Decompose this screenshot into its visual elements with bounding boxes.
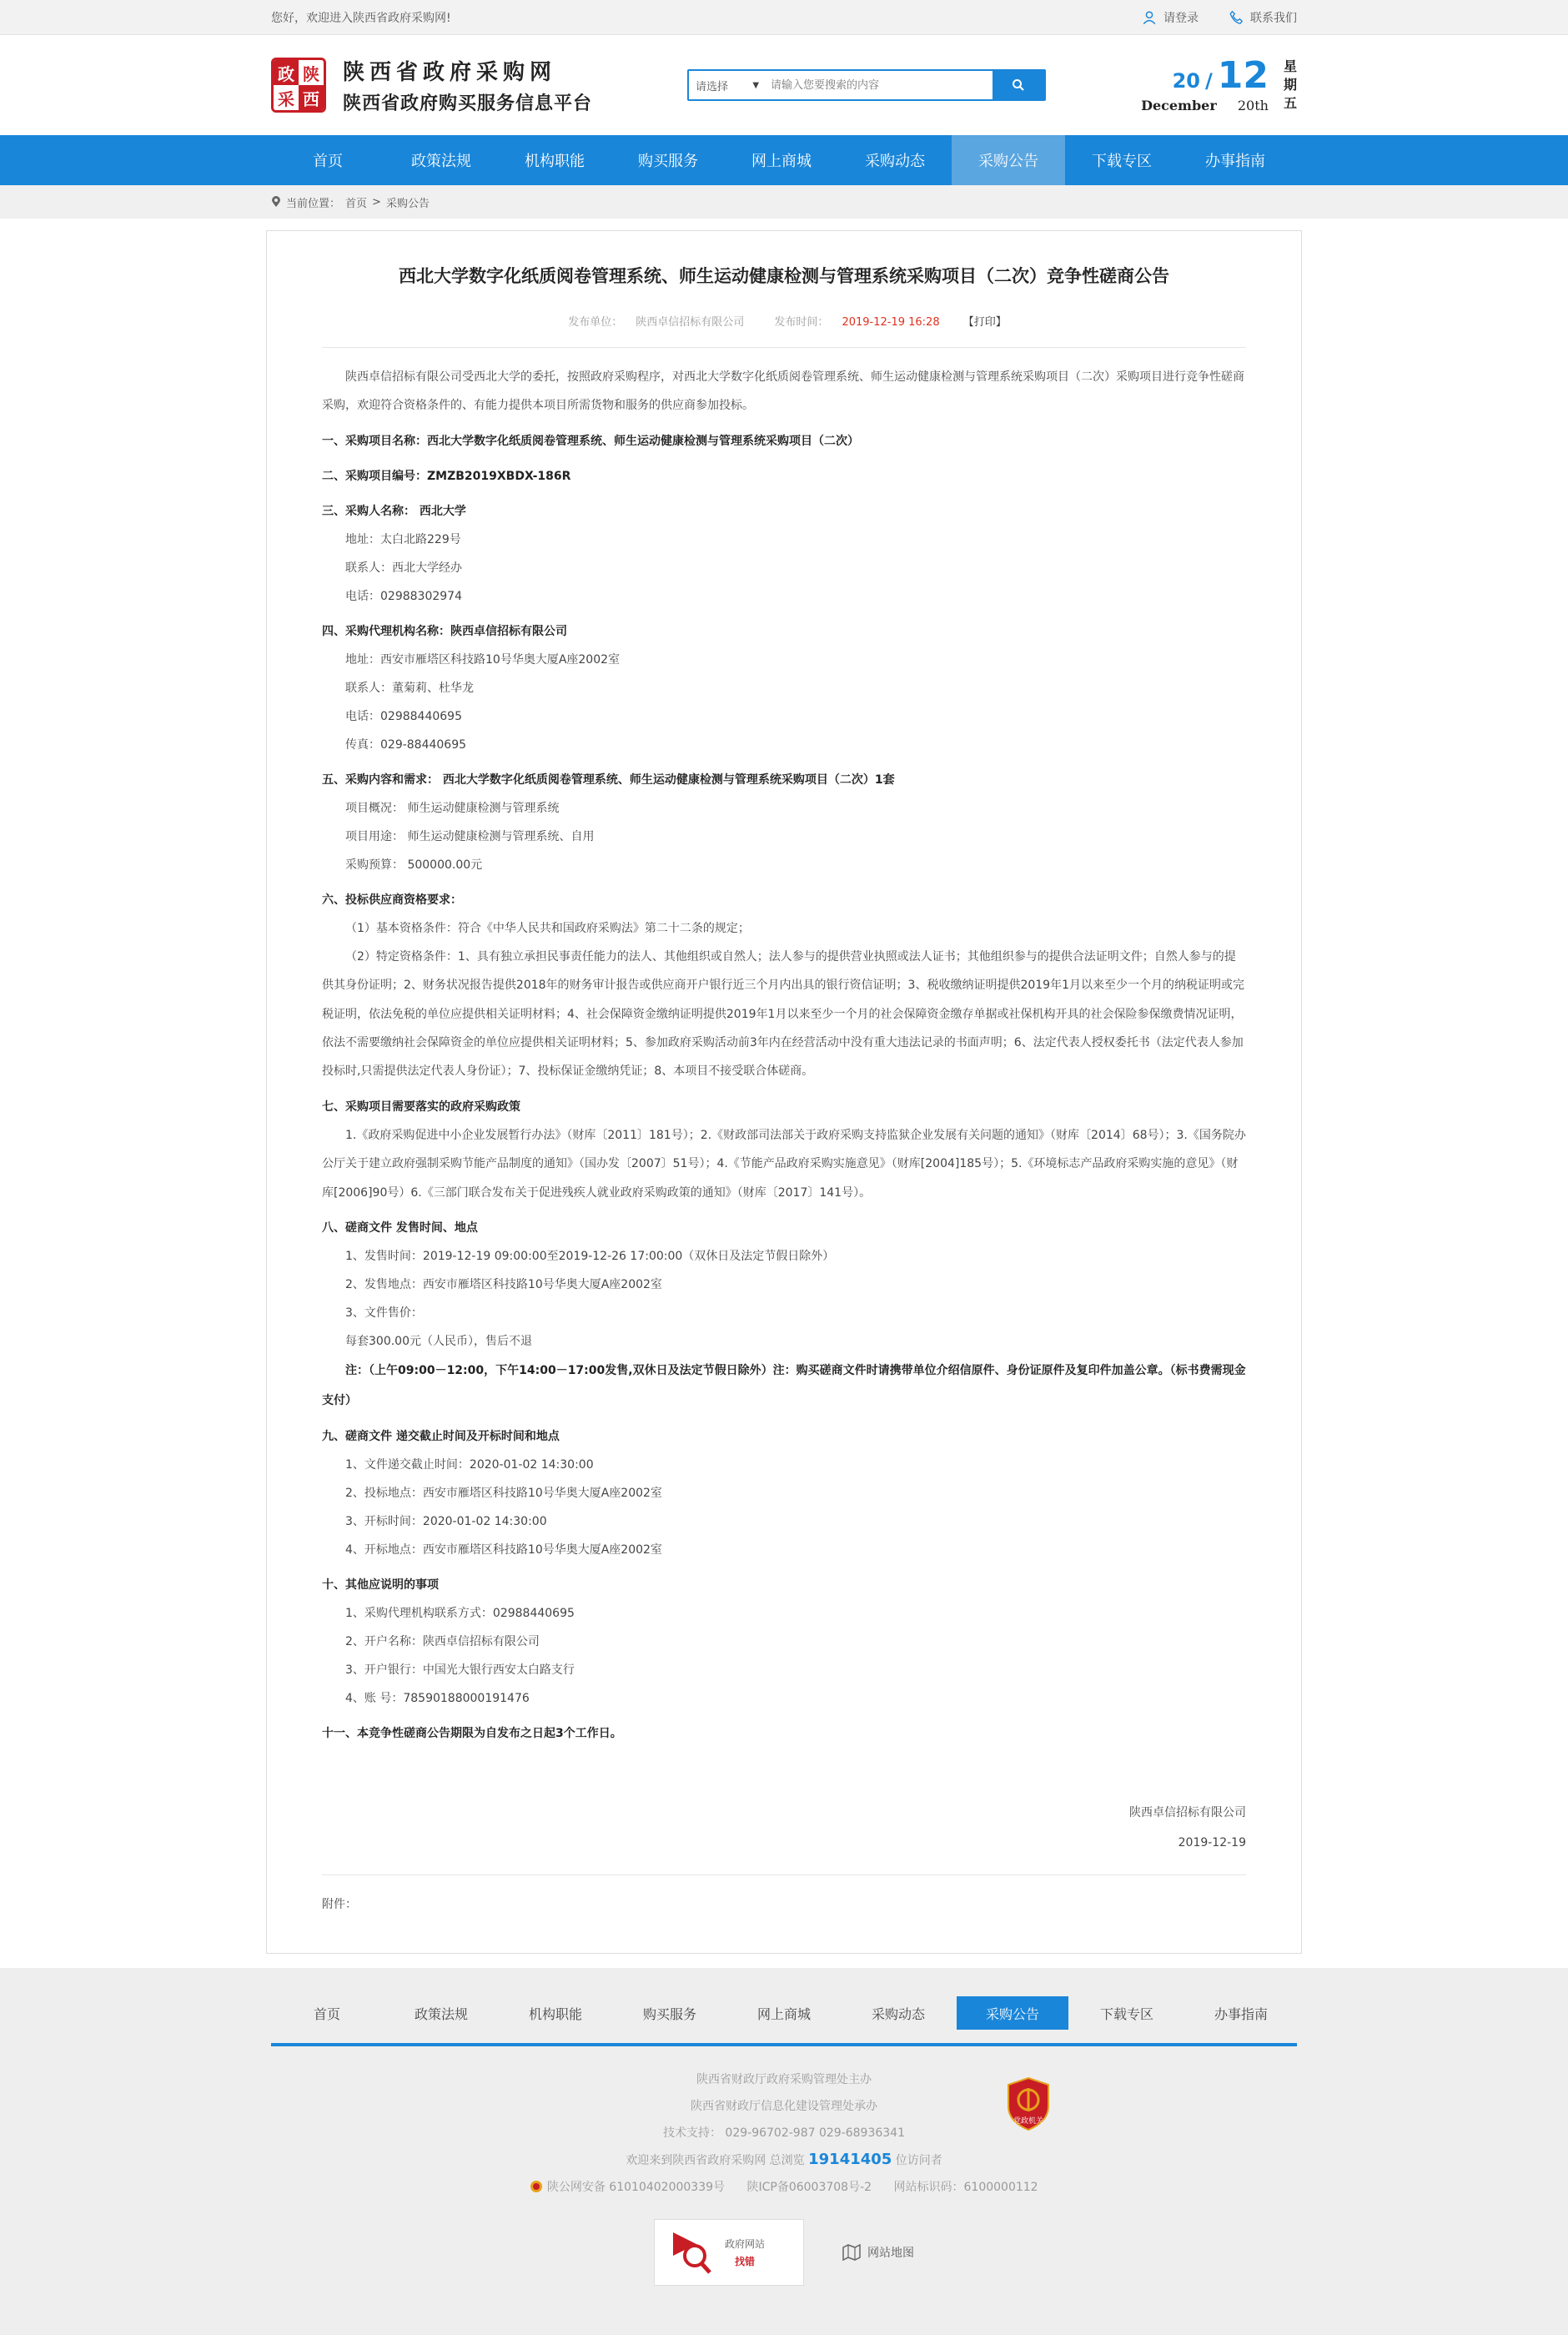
phone-icon xyxy=(1229,10,1244,25)
footer-nav xyxy=(271,1968,1297,2030)
article-panel xyxy=(266,230,1302,1954)
sitemap-link[interactable]: 网站地图 xyxy=(842,2244,914,2261)
signature: 陕西卓信招标有限公司 2019-12-19 xyxy=(1129,1806,1246,1850)
site-title: 陕西省政府采购网 xyxy=(343,60,557,85)
top-bar xyxy=(0,0,1568,35)
footer-nav-policy[interactable]: 政策法规 xyxy=(414,2005,468,2022)
welcome-text: 您好，欢迎进入陕西省政府采购网! xyxy=(271,12,451,25)
contact-link[interactable]: 联系我们 xyxy=(1229,9,1297,26)
nav-news[interactable]: 采购动态 xyxy=(865,153,925,170)
footer-nav-news[interactable]: 采购动态 xyxy=(871,2005,925,2022)
footer-info: 陕西省财政厅政府采购管理处主办 陕西省财政厅信息化建设管理处承办 技术支持： 029-96702-987 029-68936341 欢迎来到陕西省政府采购网 总浏览 19141405 位访问者 陕公网安备 61010402000339号 陕ICP备06003708号-2 网站标识码：6100000112 党政机关 政府网站 找错 网站地图 xyxy=(271,2046,1297,2286)
article-body: 陕西卓信招标有限公司受西北大学的委托，按照政府采购程序，对西北大学数字化纸质阅卷管理系统、师生运动健康检测与管理系统采购项目（二次）采购项目进行竞争性磋商采购，欢迎符合资格条件的、有能力提供本项目所需货物和服务的供应商参加投标。 一、采购项目名称：西北大学数字化纸质阅卷管理系统、师生运动健康检测与管理系统采购项目（二次） 二、采购项目编号：ZMZB2019XBDX-186R 三、采购人名称： 西北大学 地址：太白北路229号 联系人：西北大学经办 电话：02988302974 四、采购代理机构名称：陕西卓信招标有限公司 地址：西安市雁塔区科技路10号华奥大厦A座2002室 联系人：董菊莉、杜华龙 电话：02988440695 传真：029-88440695 五、采购内容和需求： 西北大学数字化纸质阅卷管理系统、师生运动健康检测与管理系统采购项目（二次）1套 项目概况： 师生运动健康检测与管理系统 项目用途： 师生运动健康检测与管理系统、自用 采购预算： 500000.00元 六、投标供应商资格要求： （1）基本资格条件：符合《中华人民共和国政府采购法》第二十二条的规定； （2）特定资格条件：1、具有独立承担民事责任能力的法人、其他组织或自然人；法人参与的提供营业执照或法人证书；其他组织参与的提供合法证明文件；自然人参与的提供其身份证明；2、财务状况报告提供2018年的财务审计报告或供应商开户银行近三个月内出具的银行资信证明；3、税收缴纳证明提供2019年1月以来至少一个月的纳税证明或完税证明，依法免税的单位应提供相关证明材料；4、社会保障资金缴纳证明提供2019年1月以来至少一个月的社会保障资金缴存单据或社保机构开具的社会保险参保缴费情况证明，依法不需要缴纳社会保障资金的单位应提供相关证明材料；5、参加政府采购活动前3年内在经营活动中没有重大违法记录的书面声明；6、法定代表人授权委托书（法定代表人参加投标时,只需提供法定代表人身份证）；7、投标保证金缴纳凭证；8、本项目不接受联合体磋商。 七、采购项目需要落实的政府采购政策 1.《政府采购促进中小企业发展暂行办法》（财库〔2011〕181号）；2.《财政部司法部关于政府采购支持监狱企业发展有关问题的通知》（财库〔2014〕68号）；3.《国务院办公厅关于建立政府强制采购节能产品制度的通知》（国办发〔2007〕51号）；4.《节能产品政府采购实施意见》（财库[2004]185号）；5.《环境标志产品政府采购实施的意见》（财库[2006]90号）6.《三部门联合发布关于促进残疾人就业政府采购政策的通知》（财库〔2017〕141号）。 八、磋商文件 发售时间、地点 1、发售时间：2019-12-19 09:00:00至2019-12-26 17:00:00（双休日及法定节假日除外） 2、发售地点：西安市雁塔区科技路10号华奥大厦A座2002室 3、文件售价： 每套300.00元（人民币），售后不退 注：（上午09:00－12:00，下午14:00－17:00发售,双休日及法定节假日除外）注：购买磋商文件时请携带单位介绍信原件、身份证原件及复印件加盖公章。（标书费需现金支付） 九、磋商文件 递交截止时间及开标时间和地点 1、文件递交截止时间：2020-01-02 14:30:00 2、投标地点：西安市雁塔区科技路10号华奥大厦A座2002室 3、开标时间：2020-01-02 14:30:00 4、开标地点：西安市雁塔区科技路10号华奥大厦A座2002室 十、其他应说明的事项 1、采购代理机构联系方式：02988440695 2、开户名称：陕西卓信招标有限公司 3、开户银行：中国光大银行西安太白路支行 4、账 号：78590188000191476 十一、本竞争性磋商公告期限为自发布之日起3个工作日。 xyxy=(322,370,1246,1741)
weekday: 星 期 五 xyxy=(1283,58,1297,111)
search-category-select[interactable]: 请选择 ▼ xyxy=(689,71,766,99)
breadcrumb-current[interactable]: 采购公告 xyxy=(385,197,430,210)
article-meta: 发布单位： 陕西卓信招标有限公司 发布时间： 2019-12-19 16:28 【打印】 xyxy=(568,316,1007,329)
nav-institutions[interactable]: 机构职能 xyxy=(525,153,585,170)
breadcrumb: 当前位置： 首页 > 采购公告 xyxy=(0,185,1568,219)
logo-seal: 政 陕 采 西 xyxy=(271,58,326,113)
caret-down-icon: ▼ xyxy=(752,80,760,90)
main-nav xyxy=(0,135,1568,185)
attachments: 附件： xyxy=(322,1875,1246,1912)
footer-nav-home[interactable]: 首页 xyxy=(313,2005,340,2022)
nav-announcements[interactable]: 采购公告 xyxy=(952,135,1065,185)
login-link[interactable]: 请登录 xyxy=(1142,9,1199,26)
record-info: 陕公网安备 61010402000339号 陕ICP备06003708号-2 网站标识码：6100000112 xyxy=(271,2174,1297,2201)
nav-guide[interactable]: 办事指南 xyxy=(1205,153,1265,170)
location-pin-icon xyxy=(271,196,281,208)
search-icon xyxy=(1012,78,1025,92)
nav-mall[interactable]: 网上商城 xyxy=(751,153,812,170)
header xyxy=(0,35,1568,135)
footer-nav-institutions[interactable]: 机构职能 xyxy=(528,2005,582,2022)
footer-nav-services[interactable]: 购买服务 xyxy=(642,2005,696,2022)
footer-nav-mall[interactable]: 网上商城 xyxy=(756,2005,811,2022)
police-record-link[interactable]: 陕公网安备 61010402000339号 xyxy=(546,2181,726,2194)
gov-website-magnifier-icon xyxy=(671,2229,713,2276)
footer-nav-guide[interactable]: 办事指南 xyxy=(1214,2005,1268,2022)
nav-downloads[interactable]: 下载专区 xyxy=(1092,153,1152,170)
site-subtitle: 陕西省政府购买服务信息平台 xyxy=(343,93,593,114)
article-title: 西北大学数字化纸质阅卷管理系统、师生运动健康检测与管理系统采购项目（二次）竞争性磋商公告 xyxy=(399,266,1169,286)
footer-nav-announcements[interactable]: 采购公告 xyxy=(957,1996,1068,2030)
search-input[interactable] xyxy=(766,71,993,99)
gov-website-report-link[interactable]: 政府网站 找错 xyxy=(654,2219,804,2286)
nav-services[interactable]: 购买服务 xyxy=(638,153,698,170)
search-bar xyxy=(687,69,1046,101)
footer-nav-downloads[interactable]: 下载专区 xyxy=(1099,2005,1153,2022)
print-button[interactable]: 【打印】 xyxy=(962,316,1007,329)
breadcrumb-home[interactable]: 首页 xyxy=(345,197,368,210)
nav-home[interactable]: 首页 xyxy=(313,153,343,170)
date-display: 20 / 12 December 20th 星 期 五 xyxy=(1141,53,1297,113)
icp-link[interactable]: 陕ICP备06003708号-2 xyxy=(746,2181,872,2194)
map-icon xyxy=(842,2244,861,2261)
site-logo[interactable] xyxy=(271,55,592,115)
user-icon xyxy=(1142,10,1157,25)
party-gov-badge[interactable]: 党政机关 xyxy=(1005,2076,1052,2131)
police-badge-icon xyxy=(530,2180,543,2193)
search-button[interactable] xyxy=(993,71,1044,99)
nav-policy[interactable]: 政策法规 xyxy=(411,153,471,170)
footer xyxy=(0,1968,1568,2335)
visitor-count: 欢迎来到陕西省政府采购网 总浏览 19141405 位访问者 xyxy=(626,2151,942,2168)
